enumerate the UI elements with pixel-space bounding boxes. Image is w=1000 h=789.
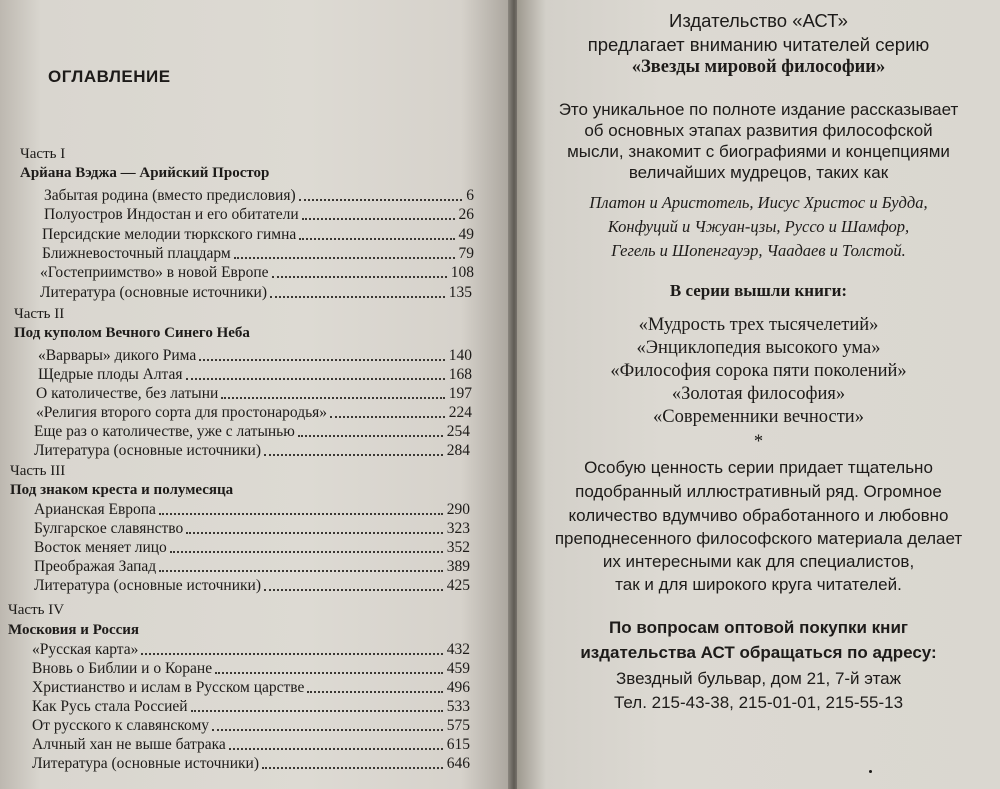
- book-title: «Мудрость трех тысячелетий»: [638, 315, 879, 335]
- asterisk-separator: *: [753, 432, 764, 452]
- intro-line: об основных этапах развития философской: [584, 121, 933, 140]
- wholesale-line: По вопросам оптовой покупки книг: [609, 618, 908, 637]
- intro-line: мысли, знакомит с биографиями и концепциями: [567, 142, 950, 161]
- value-line: Особую ценность серии придает тщательно: [584, 458, 933, 477]
- toc-entry[interactable]: Вновь о Библии и о Коране 459: [32, 660, 470, 677]
- published-heading: В серии вышли книги:: [669, 281, 848, 300]
- toc-entry[interactable]: Щедрые плоды Алтая 168: [38, 366, 472, 383]
- phone-numbers: Тел. 215-43-38, 215-01-01, 215-55-13: [613, 693, 904, 712]
- toc-entry[interactable]: Христианство и ислам в Русском царстве 496: [32, 679, 470, 696]
- publisher-line: Издательство «АСТ»: [669, 10, 848, 31]
- value-line: их интересными как для специалистов,: [602, 552, 915, 571]
- toc-entry[interactable]: Восток меняет лицо 352: [34, 539, 470, 556]
- right-page: [517, 0, 1000, 789]
- book-title: «Философия сорока пяти поколений»: [610, 361, 907, 381]
- toc-entry[interactable]: «Русская карта» 432: [32, 641, 470, 658]
- value-line: количество вдумчиво обработанного и любовно: [568, 506, 949, 525]
- philosophers-line: Гегель и Шопенгауэр, Чаадаев и Толстой.: [611, 241, 906, 260]
- book-title: «Энциклопедия высокого ума»: [636, 338, 881, 358]
- ink-dot: [869, 770, 872, 773]
- part-title: Под куполом Вечного Синего Неба: [14, 325, 250, 341]
- book-title: «Золотая философия»: [671, 384, 846, 404]
- value-line: подобранный иллюстративный ряд. Огромное: [575, 482, 942, 501]
- toc-entry[interactable]: От русского к славянскому 575: [32, 717, 470, 734]
- toc-entry[interactable]: Персидские мелодии тюркского гимна 49: [42, 226, 474, 243]
- part-label: Часть III: [10, 463, 66, 479]
- part-title: Под знаком креста и полумесяца: [10, 482, 234, 498]
- toc-entry[interactable]: Забытая родина (вместо предисловия) 6: [44, 187, 474, 204]
- toc-entry[interactable]: Арианская Европа 290: [34, 501, 470, 518]
- toc-entry[interactable]: Алчный хан не выше батрака 615: [32, 736, 470, 753]
- toc-entry[interactable]: Полуостров Индостан и его обитатели 26: [44, 206, 474, 223]
- part-label: Часть II: [14, 306, 65, 322]
- part-title: Московия и Россия: [8, 622, 140, 638]
- toc-entry[interactable]: Литература (основные источники) 135: [40, 284, 472, 301]
- toc-entry[interactable]: Ближневосточный плацдарм 79: [42, 245, 474, 262]
- toc-entry[interactable]: Еще раз о католичестве, уже с латынью 254: [34, 423, 470, 440]
- toc-entry[interactable]: Булгарское славянство 323: [34, 520, 470, 537]
- value-line: так и для широкого круга читателей.: [615, 575, 902, 594]
- toc-entry[interactable]: Литература (основные источники) 425: [34, 577, 470, 594]
- part-label: Часть I: [20, 146, 66, 162]
- toc-entry[interactable]: Литература (основные источники) 284: [34, 442, 470, 459]
- philosophers-line: Платон и Аристотель, Иисус Христос и Будда,: [589, 193, 928, 212]
- series-title: «Звезды мировой философии»: [631, 57, 886, 77]
- toc-title: ОГЛАВЛЕНИЕ: [48, 67, 171, 86]
- toc-entry[interactable]: «Религия второго сорта для простонародья» 224: [36, 404, 472, 421]
- toc-entry[interactable]: Как Русь стала Россией 533: [32, 698, 470, 715]
- part-label: Часть IV: [8, 602, 65, 618]
- intro-line: Это уникальное по полноте издание рассказывает: [558, 100, 959, 119]
- toc-entry[interactable]: «Гостеприимство» в новой Европе 108: [40, 264, 474, 281]
- toc-entry[interactable]: О католичестве, без латыни 197: [36, 385, 472, 402]
- series-intro-line: предлагает вниманию читателей серию: [587, 34, 930, 55]
- toc-entry[interactable]: Преображая Запад 389: [34, 558, 470, 575]
- wholesale-line: издательства АСТ обращаться по адресу:: [580, 643, 937, 662]
- value-line: преподнесенного философского материала делает: [554, 529, 963, 548]
- toc-entry[interactable]: Литература (основные источники) 646: [32, 755, 470, 772]
- toc-entry[interactable]: «Варвары» дикого Рима 140: [38, 347, 472, 364]
- intro-line: величайших мудрецов, таких как: [628, 163, 889, 182]
- philosophers-line: Конфуций и Чжуан-цзы, Руссо и Шамфор,: [607, 217, 910, 236]
- address: Звездный бульвар, дом 21, 7-й этаж: [615, 669, 901, 688]
- part-title: Арйана Вэджа — Арийский Простор: [20, 165, 270, 181]
- book-title: «Современники вечности»: [653, 407, 864, 427]
